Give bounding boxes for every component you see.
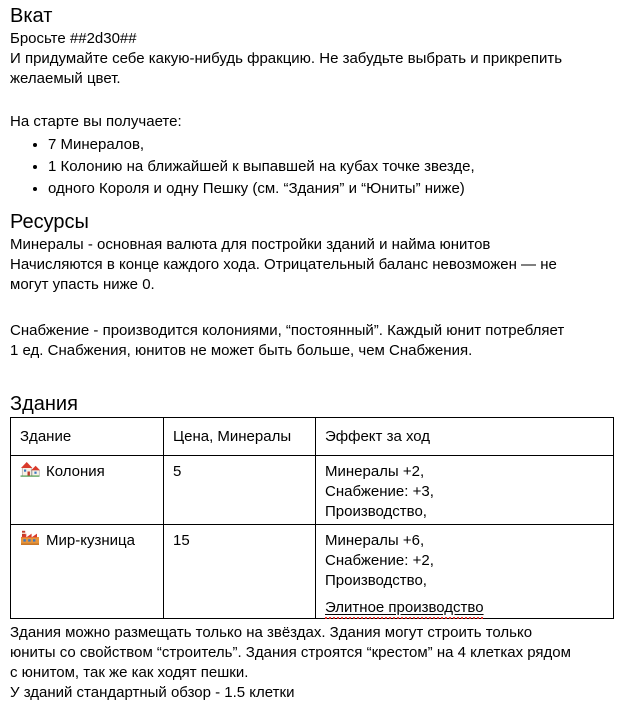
building-price-cell: 5 [164,456,316,525]
effect-line: Минералы +2, [325,463,425,480]
intro-line: И придумайте себе какую-нибудь фракцию. Не забудьте выбрать и прикрепить [10,50,563,67]
building-name: Мир-кузница [46,532,135,549]
start-bullet-list [10,134,626,200]
effect-line: Снабжение: +3, [325,483,434,500]
building-effect-cell [316,456,614,525]
resources-line: Минералы - основная валюта для постройки зданий и найма юнитов [10,236,491,253]
intro-line: желаемый цвет. [10,70,121,87]
table-row [11,456,614,525]
building-name-cell [11,456,164,525]
building-price-cell: 15 [164,525,316,619]
resources-line: Начисляются в конце каждого хода. Отрицательный баланс невозможен — не [10,256,557,273]
houses-icon [20,461,40,483]
resources-line: Снабжение - производится колониями, “постоянный”. Каждый юнит потребляет [10,322,565,339]
section-heading-resources: Ресурсы [10,211,89,233]
effect-line: Производство, [325,503,427,520]
building-name: Колония [46,463,105,480]
resources-line: 1 ед. Снабжения, юнитов не может быть больше, чем Снабжения. [10,342,473,359]
list-item: • одного Короля и одну Пешку (см. “Здания” и “Юниты” ниже) [48,178,626,200]
effect-line: Снабжение: +2, [325,552,434,569]
factory-icon [20,530,40,552]
intro-paragraph [10,29,626,89]
resources-paragraph-1 [10,235,626,295]
effect-line: Минералы +6, [325,532,425,549]
table-row [11,525,614,619]
resources-line: могут упасть ниже 0. [10,276,155,293]
building-name-cell [11,525,164,619]
column-header-price: Цена, Минералы [164,418,316,456]
intro-line: Бросьте ##2d30## [10,30,137,47]
buildings-table [10,417,614,619]
note-line: Здания можно размещать только на звёздах. Здания могут строить только [10,624,533,641]
start-lead: На старте вы получаете: [10,113,182,130]
note-line: У зданий стандартный обзор - 1.5 клетки [10,684,295,701]
effect-line: Производство, [325,572,427,589]
column-header-effect: Эффект за ход [316,418,614,456]
elite-effect-line [325,598,604,618]
column-header-building: Здание [11,418,164,456]
section-heading-buildings: Здания [10,393,78,415]
list-item: • 7 Минералов, [48,134,626,156]
note-line: юниты со свойством “строитель”. Здания строятся “крестом” на 4 клетках рядом [10,644,571,661]
buildings-notes [10,623,626,703]
elite-effect-underlined: Элитное производство [325,599,484,616]
table-header-row [11,418,614,456]
note-line: с юнитом, так же как ходят пешки. [10,664,249,681]
list-item: • 1 Колонию на ближайшей к выпавшей на кубах точке звезде, [48,156,626,178]
resources-paragraph-2 [10,321,626,361]
building-effect-cell [316,525,614,619]
section-heading-vkat: Вкат [10,5,53,27]
